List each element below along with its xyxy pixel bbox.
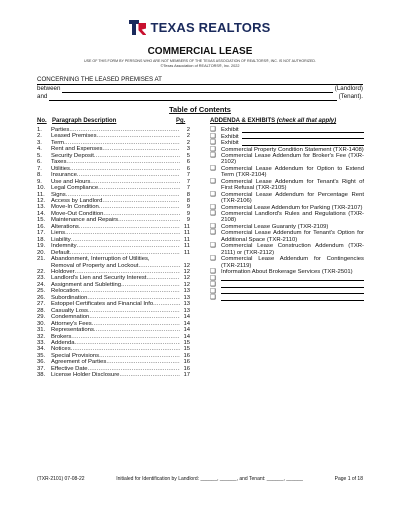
- toc-entry-number: 15.: [37, 217, 46, 224]
- toc-entry-label: Security Deposit: [51, 152, 94, 159]
- toc-entry-number: 13.: [37, 204, 46, 211]
- toc-entry-number: 5.: [37, 152, 42, 159]
- toc-col-description: Paragraph Description: [52, 118, 117, 124]
- addendum-label: Information About Brokerage Services (TXR-2501): [221, 269, 353, 276]
- toc-entry-page: 6: [186, 159, 190, 166]
- toc-entry-page: 14: [183, 327, 190, 334]
- page-number: Page 1 of 18: [334, 476, 363, 482]
- toc-entry-label: Estoppel Certificates and Financial Info: [51, 301, 154, 308]
- toc-entry-page: 7: [186, 172, 190, 179]
- checkbox-icon[interactable]: ❑: [210, 210, 216, 218]
- addendum-entry: [210, 179, 364, 192]
- addendum-name-field[interactable]: [221, 289, 364, 295]
- toc-entry-number: 4.: [37, 146, 42, 153]
- toc-entry-label: Utilities: [51, 165, 70, 172]
- addendum-label: Commercial Lease Addendum for Option to Extend Term (TXR-2104): [221, 165, 364, 179]
- toc-entry-label: Term: [51, 139, 65, 146]
- toc-entry-number: 30.: [37, 320, 46, 327]
- toc-entry-page: 12: [183, 275, 190, 282]
- toc-entry-label: Liens: [51, 230, 66, 237]
- concerning-label: CONCERNING THE LEASED PREMISES AT: [37, 76, 162, 83]
- toc-entry-label: Effective Date: [51, 365, 88, 372]
- toc-entry-label: Landlord's Lien and Security Interest: [51, 275, 147, 282]
- toc-entry-label: Assignment and Subletting: [51, 281, 122, 288]
- toc-entry-number: 38.: [37, 372, 46, 379]
- toc-entry-number: 19.: [37, 243, 46, 250]
- toc-entry-page: 17: [183, 372, 190, 379]
- landlord-line: [37, 85, 363, 93]
- addendum-entry: [210, 192, 364, 205]
- toc-entry-number: 20.: [37, 249, 46, 256]
- toc-entry-label: Addenda: [51, 339, 75, 346]
- leased-premises-field[interactable]: [37, 76, 363, 85]
- toc-entry-label: Parties: [51, 127, 70, 133]
- toc-entry-page: 6: [186, 165, 190, 172]
- addendum-label: Commercial Lease Addendum for Contingencies (TXR-2119): [221, 256, 364, 269]
- toc-entry-number: 10.: [37, 185, 46, 192]
- addenda-header: ADDENDA & EXHIBITS (check all that apply): [210, 118, 337, 124]
- toc-entry-label: Attorney's Fees: [51, 320, 92, 327]
- addendum-entry: [210, 153, 364, 166]
- addendum-label: Commercial Lease Addendum for Tenant's Right of First Refusal (TXR-2105): [221, 178, 364, 192]
- toc-entry-label: Abandonment, Interruption of Utilities,: [51, 256, 150, 263]
- toc-entry-label: Casualty Loss: [51, 307, 88, 314]
- toc-entry-page: 14: [183, 333, 190, 340]
- toc-entry-label: Liability: [51, 236, 71, 243]
- tenant-label: (Tenant).: [338, 93, 363, 100]
- toc-entry-label: Special Provisions: [51, 352, 100, 359]
- checkbox-icon[interactable]: ❑: [210, 268, 216, 276]
- checkbox-icon[interactable]: ❑: [210, 177, 216, 185]
- toc-entry-number: 25.: [37, 288, 46, 295]
- toc-entry-number: 33.: [37, 339, 46, 346]
- between-label: between: [37, 85, 61, 92]
- toc-entry-page: 2: [186, 139, 190, 146]
- toc-entry-number: 9.: [37, 178, 42, 185]
- toc-entry-page: 11: [183, 223, 190, 230]
- toc-entry-page: 13: [183, 301, 190, 308]
- toc-entry-label: Legal Compliance: [51, 185, 99, 192]
- toc-entry-label: Brokers: [51, 333, 72, 340]
- addendum-label: Commercial Lease Addendum for Tenant's Option for Additional Space (TXR-2110): [221, 230, 364, 243]
- toc-entry-page: 9: [186, 210, 190, 217]
- landlord-label: (Landlord): [334, 85, 363, 92]
- exhibit-label: Exhibit: [221, 133, 239, 140]
- toc-entry-page: 11: [183, 236, 190, 243]
- blank-addendum-entry: [210, 295, 364, 302]
- toc-entry-label: Insurance: [51, 172, 77, 179]
- toc-entry-number: 27.: [37, 301, 46, 308]
- toc-entry-number: 26.: [37, 294, 46, 301]
- checkbox-icon[interactable]: ❑: [210, 255, 216, 263]
- exhibit-name-field[interactable]: [242, 140, 364, 146]
- checkbox-icon[interactable]: ❑: [210, 151, 216, 159]
- toc-entry-page: 9: [186, 204, 190, 211]
- addendum-entry: [210, 230, 364, 243]
- addendum-name-field[interactable]: [221, 282, 364, 288]
- exhibit-label: Exhibit: [221, 127, 239, 133]
- addendum-label: Commercial Lease Addendum for Parking (TXR-2107): [221, 204, 363, 211]
- toc-entry-number: 7.: [37, 165, 42, 172]
- toc-entry-number: 1.: [37, 127, 42, 133]
- checkbox-icon[interactable]: ❑: [210, 274, 216, 282]
- toc-entry-label: Default: [51, 249, 70, 256]
- checkbox-icon[interactable]: ❑: [210, 203, 216, 211]
- toc-entry-label: Signs: [51, 191, 66, 198]
- toc-entry-number: 37.: [37, 365, 46, 372]
- toc-entry-label: Taxes: [51, 159, 67, 166]
- checkbox-icon[interactable]: ❑: [210, 294, 216, 302]
- texas-realtors-logo: [0, 20, 400, 35]
- tenant-line: [37, 93, 363, 101]
- toc-entry-number: 11.: [37, 191, 45, 198]
- toc-entry-page: 7: [186, 185, 190, 192]
- toc-entry-label: Notices: [51, 346, 71, 353]
- toc-entry-page: 2: [186, 127, 190, 133]
- checkbox-icon[interactable]: ❑: [210, 139, 216, 146]
- toc-entry-label: Relocation: [51, 288, 79, 295]
- toc-entry-label: Subordination: [51, 294, 88, 301]
- addendum-entry: [210, 211, 364, 224]
- document-title: COMMERCIAL LEASE: [147, 46, 253, 57]
- toc-entry-page: 12: [183, 268, 190, 275]
- toc-col-number: No.: [37, 118, 47, 124]
- checkbox-icon[interactable]: ❑: [210, 242, 216, 250]
- addendum-entry: [210, 166, 364, 179]
- use-notice: USE OF THIS FORM BY PERSONS WHO ARE NOT MEMBERS OF THE TEXAS ASSOCIATION OF REALTORS®, INC. IS NOT AUTHORIZED.: [84, 59, 316, 63]
- addendum-name-field[interactable]: [221, 276, 364, 282]
- addendum-name-field[interactable]: [221, 295, 364, 301]
- exhibit-label: Exhibit: [221, 140, 239, 146]
- checkbox-icon[interactable]: ❑: [210, 132, 216, 140]
- toc-entry-page: 16: [183, 365, 190, 372]
- toc-entry-label: Alterations: [51, 223, 79, 230]
- toc-entry-number: 34.: [37, 346, 46, 353]
- toc-entry-page: 15: [183, 339, 190, 346]
- toc-entry-page: 5: [186, 152, 190, 159]
- toc-entry-page: 13: [183, 294, 190, 301]
- toc-entry-page: 8: [186, 191, 190, 198]
- toc-entry-label: Access by Landlord: [51, 197, 103, 204]
- toc-entry-page: 2: [186, 133, 190, 140]
- toc-entry-label: Move-Out Condition: [51, 210, 104, 217]
- toc-entry-number: 12.: [37, 197, 46, 204]
- toc-entry-page: 9: [186, 217, 190, 224]
- toc-entry-label: Rent and Expenses: [51, 146, 103, 153]
- toc-entry-page: 12: [183, 262, 190, 269]
- toc-entry-label: License Holder Disclosure: [51, 372, 120, 379]
- toc-entry-page: 11: [183, 243, 190, 250]
- toc-entry-label: Indemnity: [51, 243, 77, 250]
- toc-entry: [37, 372, 190, 378]
- checkbox-icon[interactable]: ❑: [210, 287, 216, 295]
- checkbox-icon[interactable]: ❑: [210, 164, 216, 172]
- copyright-notice: ©Texas Association of REALTORS®, Inc. 2022: [160, 64, 240, 68]
- form-number: (TXR-2101) 07-08-22: [37, 476, 85, 482]
- toc-entry-number: 36.: [37, 359, 46, 366]
- addendum-label: Commercial Lease Addendum for Percentage Rent (TXR-2106): [221, 191, 364, 205]
- toc-entry-number: 14.: [37, 210, 46, 217]
- toc-entry-label: Agreement of Parties: [51, 359, 107, 366]
- toc-entry-number: 16.: [37, 223, 46, 230]
- toc-entry-number: 3.: [37, 139, 42, 146]
- toc-entry-label: Leased Premises: [51, 133, 97, 140]
- and-label: and: [37, 93, 48, 100]
- checkbox-icon[interactable]: ❑: [210, 190, 216, 198]
- toc-entry-page: 7: [186, 178, 190, 185]
- initials-line: Initialed for Identification by Landlord: ______, ______, and Tenant: ______, ______: [116, 476, 303, 482]
- toc-entry-number: 24.: [37, 281, 46, 288]
- toc-entry-page: 11: [183, 230, 190, 237]
- toc-entry-page: 8: [186, 197, 190, 204]
- toc-entry-number: 23.: [37, 275, 46, 282]
- toc-entry-label: Use and Hours: [51, 178, 91, 185]
- checkbox-icon[interactable]: ❑: [210, 229, 216, 237]
- toc-entry-number: 2.: [37, 133, 42, 140]
- toc-entry-page: 15: [183, 346, 190, 353]
- table-of-contents: [37, 127, 190, 379]
- toc-entry-number: 6.: [37, 159, 42, 166]
- addendum-label: Commercial Lease Addendum for Broker's Fee (TXR-2102): [221, 152, 364, 166]
- toc-entry-page: 11: [183, 249, 190, 256]
- addendum-label: Commercial Property Condition Statement (TXR-1408): [221, 146, 364, 153]
- toc-entry-number: 17.: [37, 230, 46, 237]
- toc-entry-number: 28.: [37, 307, 46, 314]
- toc-entry-label: Maintenance and Repairs: [51, 217, 119, 224]
- toc-entry-label: Move-In Condition: [51, 204, 99, 211]
- toc-entry-label: Condemnation: [51, 314, 90, 321]
- addendum-label: Commercial Landlord's Rules and Regulations (TXR-2108): [221, 211, 364, 224]
- addendum-label: Commercial Lease Guaranty (TXR-2109): [221, 223, 329, 230]
- toc-entry-page: 3: [186, 146, 190, 153]
- toc-entry-number: 8.: [37, 172, 42, 179]
- page-footer: [37, 476, 363, 482]
- toc-entry-label: Representations: [51, 327, 94, 334]
- toc-entry-label: Holdover: [51, 268, 75, 275]
- checkbox-icon[interactable]: ❑: [210, 145, 216, 153]
- checkbox-icon[interactable]: ❑: [210, 222, 216, 230]
- checkbox-icon[interactable]: ❑: [210, 126, 216, 133]
- toc-entry-page: 16: [183, 359, 190, 366]
- table-of-contents-title: Table of Contents: [169, 105, 231, 114]
- logo-text: TEXAS REALTORS: [150, 20, 271, 35]
- toc-entry-page: 12: [183, 281, 190, 288]
- toc-entry-number: 22.: [37, 268, 46, 275]
- addenda-exhibits-list: [210, 127, 364, 302]
- toc-entry-number: 35.: [37, 352, 46, 359]
- toc-col-page: Pg.: [176, 118, 186, 124]
- texas-realtors-logo-mark-icon: [129, 20, 146, 35]
- toc-entry-page: 13: [183, 288, 190, 295]
- toc-entry-page: 13: [183, 307, 190, 314]
- toc-entry-label: Removal of Property and Lockout: [51, 262, 139, 269]
- exhibit-name-field[interactable]: [242, 127, 364, 133]
- addendum-entry: [210, 243, 364, 256]
- checkbox-icon[interactable]: ❑: [210, 281, 216, 289]
- tenant-name-field[interactable]: [49, 95, 336, 101]
- toc-entry-number: 21.: [37, 256, 46, 263]
- toc-entry-number: 18.: [37, 236, 46, 243]
- addendum-label: Commercial Lease Construction Addendum (TXR-2111) or (TXR-2112): [221, 243, 364, 256]
- addendum-entry: [210, 256, 364, 269]
- exhibit-name-field[interactable]: [242, 134, 364, 140]
- toc-entry-page: 14: [183, 314, 190, 321]
- toc-entry-number: 31.: [37, 327, 46, 334]
- toc-entry-page: 14: [183, 320, 190, 327]
- toc-entry-number: 32.: [37, 333, 46, 340]
- toc-entry-number: 29.: [37, 314, 46, 321]
- toc-entry-page: 16: [183, 352, 190, 359]
